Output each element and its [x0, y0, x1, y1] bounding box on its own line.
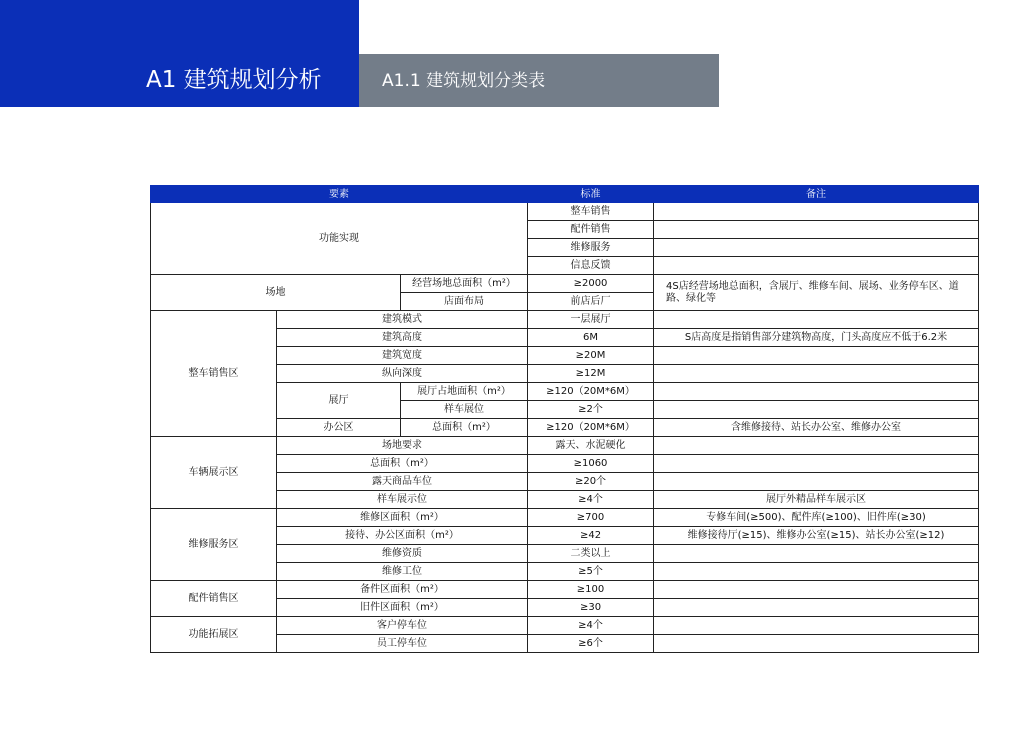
- category-function: 功能实现: [151, 203, 528, 275]
- item-cell: 建筑模式: [277, 311, 528, 329]
- item-cell: 客户停车位: [277, 617, 528, 635]
- standard-cell: ≥2个: [528, 401, 654, 419]
- item-cell: 样车展示位: [277, 491, 528, 509]
- standard-cell: 6M: [528, 329, 654, 347]
- remark-cell: [654, 239, 979, 257]
- item-cell: 总面积（m²）: [401, 419, 528, 437]
- remark-cell: 含维修接待、站长办公室、维修办公室: [654, 419, 979, 437]
- item-cell: 维修区面积（m²）: [277, 509, 528, 527]
- item-cell: 纵向深度: [277, 365, 528, 383]
- remark-cell: [654, 257, 979, 275]
- remark-cell: [654, 473, 979, 491]
- standard-cell: ≥5个: [528, 563, 654, 581]
- standard-cell: 一层展厅: [528, 311, 654, 329]
- remark-cell: [654, 545, 979, 563]
- standard-cell: ≥6个: [528, 635, 654, 653]
- remark-cell: [654, 617, 979, 635]
- standard-cell: 整车销售: [528, 203, 654, 221]
- remark-cell: 展厅外精品样车展示区: [654, 491, 979, 509]
- standard-cell: ≥1060: [528, 455, 654, 473]
- category-extension: 功能拓展区: [151, 617, 277, 653]
- item-cell: 员工停车位: [277, 635, 528, 653]
- standard-cell: ≥2000: [528, 275, 654, 293]
- remark-cell: [654, 437, 979, 455]
- table-header-row: [151, 186, 979, 203]
- table-row: [151, 311, 979, 329]
- header-standard: 标准: [528, 186, 654, 203]
- item-cell: 露天商品车位: [277, 473, 528, 491]
- standard-cell: 二类以上: [528, 545, 654, 563]
- item-cell: 接待、办公区面积（m²）: [277, 527, 528, 545]
- standard-cell: ≥42: [528, 527, 654, 545]
- category-display: 车辆展示区: [151, 437, 277, 509]
- category-parts: 配件销售区: [151, 581, 277, 617]
- item-cell: 场地要求: [277, 437, 528, 455]
- standard-cell: ≥20个: [528, 473, 654, 491]
- item-cell: 建筑高度: [277, 329, 528, 347]
- standard-cell: 露天、水泥硬化: [528, 437, 654, 455]
- table-row: [151, 581, 979, 599]
- category-sales: 整车销售区: [151, 311, 277, 437]
- standard-cell: 维修服务: [528, 239, 654, 257]
- item-cell: 维修工位: [277, 563, 528, 581]
- remark-cell: [654, 581, 979, 599]
- table-row: [151, 203, 979, 221]
- table-row: [151, 437, 979, 455]
- item-cell: 店面布局: [401, 293, 528, 311]
- remark-cell: [654, 635, 979, 653]
- standard-cell: ≥4个: [528, 491, 654, 509]
- remark-cell: S店高度是指销售部分建筑物高度，门头高度应不低于6.2米: [654, 329, 979, 347]
- remark-cell: [654, 203, 979, 221]
- table-row: [151, 509, 979, 527]
- standard-cell: ≥12M: [528, 365, 654, 383]
- header-remark: 备注: [654, 186, 979, 203]
- remark-cell: [654, 563, 979, 581]
- standard-cell: ≥120（20M*6M）: [528, 419, 654, 437]
- standard-cell: ≥120（20M*6M）: [528, 383, 654, 401]
- item-cell: 经营场地总面积（m²）: [401, 275, 528, 293]
- remark-cell: [654, 455, 979, 473]
- subsection-title: A1.1 建筑规划分类表: [382, 71, 546, 91]
- subcategory-hall: 展厅: [277, 383, 401, 419]
- subcategory-office: 办公区: [277, 419, 401, 437]
- item-cell: 旧件区面积（m²）: [277, 599, 528, 617]
- table-row: [151, 275, 979, 293]
- remark-cell: [654, 365, 979, 383]
- category-service: 维修服务区: [151, 509, 277, 581]
- standard-cell: 配件销售: [528, 221, 654, 239]
- item-cell: 维修资质: [277, 545, 528, 563]
- item-cell: 建筑宽度: [277, 347, 528, 365]
- remark-cell: 专修车间(≥500)、配件库(≥100)、旧件库(≥30): [654, 509, 979, 527]
- remark-cell: [654, 401, 979, 419]
- remark-cell: [654, 599, 979, 617]
- category-site: 场地: [151, 275, 401, 311]
- standard-cell: ≥700: [528, 509, 654, 527]
- standard-cell: ≥30: [528, 599, 654, 617]
- item-cell: 总面积（m²）: [277, 455, 528, 473]
- remark-cell: 4S店经营场地总面积，含展厅、维修车间、展场、业务停车区、道路、绿化等: [654, 275, 979, 311]
- table-row: [151, 617, 979, 635]
- standard-cell: 信息反馈: [528, 257, 654, 275]
- item-cell: 备件区面积（m²）: [277, 581, 528, 599]
- remark-cell: [654, 383, 979, 401]
- remark-cell: 维修接待厅(≥15)、维修办公室(≥15)、站长办公室(≥12): [654, 527, 979, 545]
- standard-cell: ≥100: [528, 581, 654, 599]
- remark-cell: [654, 347, 979, 365]
- remark-cell: [654, 221, 979, 239]
- standard-cell: 前店后厂: [528, 293, 654, 311]
- section-title: A1 建筑规划分析: [146, 67, 322, 93]
- remark-cell: [654, 311, 979, 329]
- header-element: 要素: [151, 186, 528, 203]
- item-cell: 样车展位: [401, 401, 528, 419]
- standard-cell: ≥4个: [528, 617, 654, 635]
- standard-cell: ≥20M: [528, 347, 654, 365]
- item-cell: 展厅占地面积（m²）: [401, 383, 528, 401]
- planning-table: [150, 185, 979, 653]
